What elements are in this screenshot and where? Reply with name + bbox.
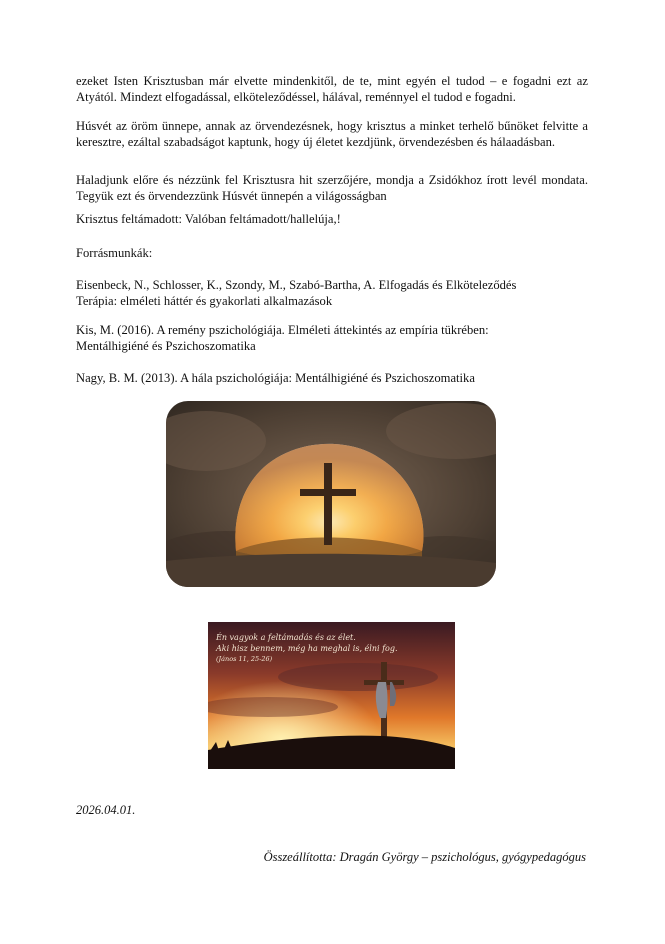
paragraph-risen	[76, 211, 588, 227]
source-entry	[76, 370, 588, 386]
source-line: Terápia: elméleti háttér és gyakorlati alkalmazások	[76, 294, 333, 308]
source-line: Eisenbeck, N., Schlosser, K., Szondy, M., Szabó-Bartha, A. Elfogadás és Elköteleződés	[76, 278, 517, 292]
verse-line: Én vagyok a feltámadás és az élet.	[216, 633, 356, 642]
paragraph-text: Haladjunk előre és nézzünk fel Krisztusra hit szerzőjére, mondja a Zsidókhoz írott levél mondata. Tegyük ezt és örvendezzünk Húsvét ünnepén a világosságban	[76, 173, 588, 203]
source-line: Mentálhigiéné és Pszichoszomatika	[76, 339, 256, 353]
verse-reference: (János 11, 25-26)	[216, 655, 273, 663]
source-entry	[76, 277, 588, 309]
sunset-cross-image	[208, 622, 455, 769]
paragraph-text: Húsvét az öröm ünnepe, annak az örvendezésnek, hogy krisztus a minket terhelő bűnöket felvitte a keresztre, ezáltal szabadságot kaptunk, hogy új életet kezdjünk, örvendezésben és hálaadásban.	[76, 119, 588, 149]
source-entry	[76, 322, 588, 354]
cave-cross-image	[166, 401, 496, 587]
author-credit: Összeállította: Dragán György – pszichológus, gyógypedagógus	[263, 850, 586, 864]
paragraph-forward	[76, 172, 588, 204]
bible-verse	[216, 632, 398, 665]
paragraph-text: ezeket Isten Krisztusban már elvette mindenkitől, de te, mint egyén el tudod – e fogadni ezt az Atyától. Mindezt elfogadással, elköteleződéssel, hálával, reménnyel el tudod e fogadni.	[76, 74, 588, 104]
paragraph-easter	[76, 118, 588, 150]
document-date: 2026.04.01.	[76, 803, 136, 817]
source-line: Nagy, B. M. (2013). A hála pszichológiája: Mentálhigiéné és Pszichoszomatika	[76, 371, 475, 385]
sources-heading	[76, 245, 588, 261]
source-line: Kis, M. (2016). A remény pszichológiája. Elméleti áttekintés az empíria tükrében:	[76, 323, 489, 337]
paragraph-intro	[76, 73, 588, 105]
paragraph-text: Krisztus feltámadott: Valóban feltámadott/hallelúja,!	[76, 212, 341, 226]
sources-heading-text: Forrásmunkák:	[76, 246, 153, 260]
verse-line: Aki hisz bennem, még ha meghal is, élni fog.	[216, 644, 398, 653]
